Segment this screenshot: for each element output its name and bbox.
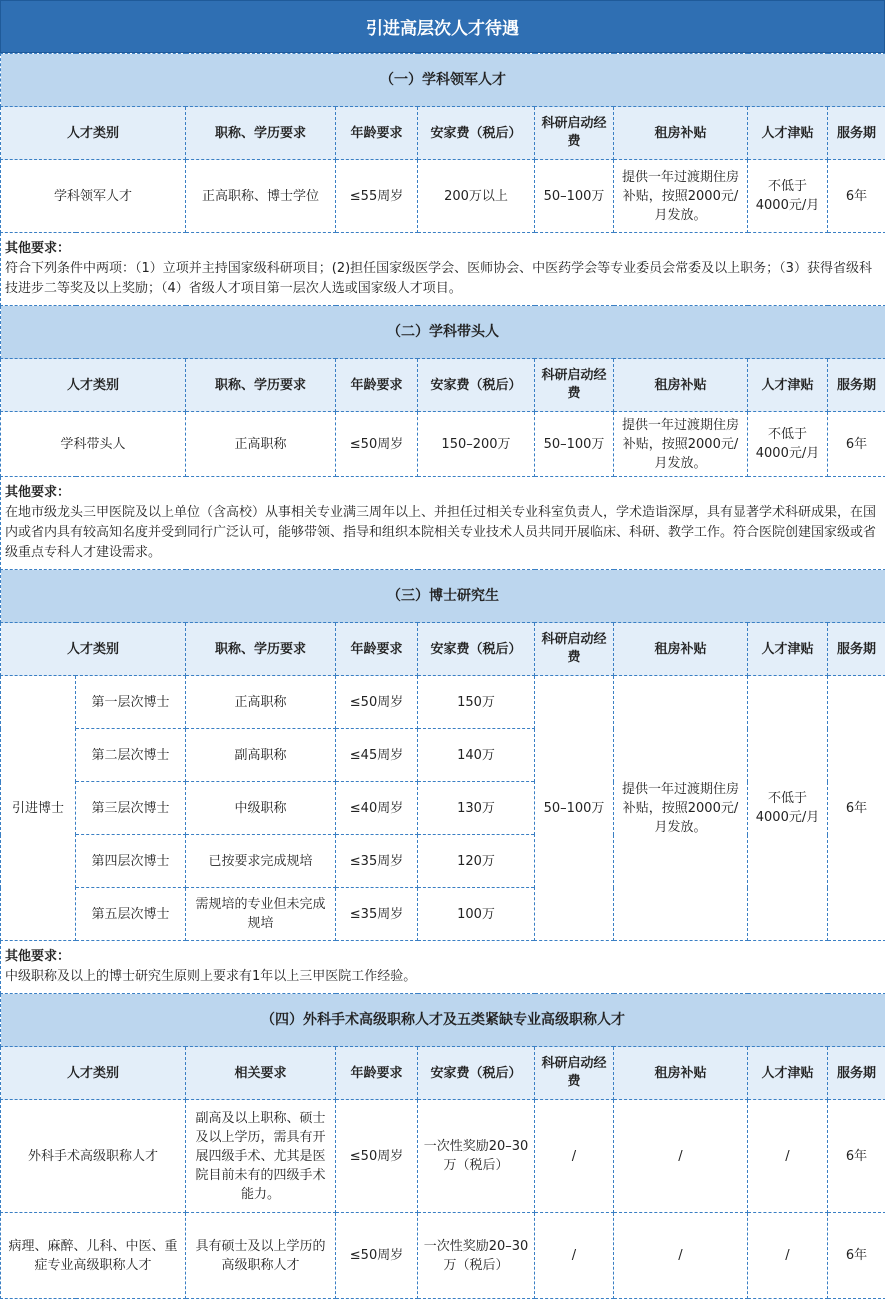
- section-title-2: （二）学科带头人: [1, 306, 885, 359]
- cell-age: ≤50周岁: [336, 676, 418, 729]
- cell-research: /: [535, 1100, 614, 1213]
- cell-requirement: 正高职称、博士学位: [186, 160, 336, 233]
- col-header-service: 服务期: [828, 1047, 885, 1100]
- cell-requirement: 已按要求完成规培: [186, 835, 336, 888]
- cell-allowance: 不低于4000元/月: [748, 160, 828, 233]
- cell-category: 病理、麻醉、儿科、中医、重症专业高级职称人才: [1, 1213, 186, 1299]
- cell-category: 学科领军人才: [1, 160, 186, 233]
- other-requirements-1: [1, 233, 885, 306]
- header-row: [1, 359, 885, 412]
- col-header-research: 科研启动经费: [535, 359, 614, 412]
- table-row: [1, 412, 885, 477]
- col-header-age: 年龄要求: [336, 623, 418, 676]
- cell-research: /: [535, 1213, 614, 1299]
- col-header-category: 人才类别: [1, 359, 186, 412]
- col-header-research: 科研启动经费: [535, 1047, 614, 1100]
- cell-age: ≤40周岁: [336, 782, 418, 835]
- cell-settlement: 200万以上: [418, 160, 535, 233]
- other-label: 其他要求：: [5, 239, 881, 259]
- cell-housing: 提供一年过渡期住房补贴，按照2000元/月发放。: [614, 676, 748, 941]
- note-text: 中级职称及以上的博士研究生原则上要求有1年以上三甲医院工作经验。: [5, 969, 416, 984]
- section-title-4: （四）外科手术高级职称人才及五类紧缺专业高级职称人才: [1, 994, 885, 1047]
- cell-age: ≤35周岁: [336, 835, 418, 888]
- cell-service: 6年: [828, 160, 885, 233]
- col-header-age: 年龄要求: [336, 107, 418, 160]
- other-label: 其他要求：: [5, 483, 881, 503]
- table-row: [1, 676, 885, 729]
- section-title-3: （三）博士研究生: [1, 570, 885, 623]
- cell-housing: 提供一年过渡期住房补贴，按照2000元/月发放。: [614, 412, 748, 477]
- cell-level: 第一层次博士: [76, 676, 186, 729]
- table-row: [1, 160, 885, 233]
- cell-allowance: /: [748, 1213, 828, 1299]
- cell-housing: /: [614, 1213, 748, 1299]
- col-header-requirement: 职称、学历要求: [186, 107, 336, 160]
- table-row: [1, 1100, 885, 1213]
- cell-group: 引进博士: [1, 676, 76, 941]
- col-header-housing: 租房补贴: [614, 623, 748, 676]
- header-row: [1, 1047, 885, 1100]
- col-header-requirement: 职称、学历要求: [186, 623, 336, 676]
- cell-category: 学科带头人: [1, 412, 186, 477]
- cell-settlement: 140万: [418, 729, 535, 782]
- cell-service: 6年: [828, 412, 885, 477]
- col-header-service: 服务期: [828, 359, 885, 412]
- benefits-table: [0, 53, 885, 1299]
- cell-service: 6年: [828, 1100, 885, 1213]
- col-header-age: 年龄要求: [336, 359, 418, 412]
- cell-allowance: 不低于4000元/月: [748, 676, 828, 941]
- cell-category: 外科手术高级职称人才: [1, 1100, 186, 1213]
- cell-age: ≤50周岁: [336, 1213, 418, 1299]
- col-header-category: 人才类别: [1, 623, 186, 676]
- cell-settlement: 一次性奖励20–30万（税后）: [418, 1213, 535, 1299]
- cell-requirement: 具有硕士及以上学历的高级职称人才: [186, 1213, 336, 1299]
- col-header-settlement: 安家费（税后）: [418, 107, 535, 160]
- col-header-requirement: 职称、学历要求: [186, 359, 336, 412]
- page-title: 引进高层次人才待遇: [0, 0, 885, 53]
- cell-housing: /: [614, 1100, 748, 1213]
- cell-requirement: 副高及以上职称、硕士及以上学历，需具有开展四级手术、尤其是医院目前未有的四级手术能力。: [186, 1100, 336, 1213]
- cell-settlement: 150–200万: [418, 412, 535, 477]
- cell-allowance: /: [748, 1100, 828, 1213]
- col-header-allowance: 人才津贴: [748, 1047, 828, 1100]
- col-header-settlement: 安家费（税后）: [418, 1047, 535, 1100]
- col-header-research: 科研启动经费: [535, 623, 614, 676]
- col-header-requirement: 相关要求: [186, 1047, 336, 1100]
- cell-age: ≤45周岁: [336, 729, 418, 782]
- cell-settlement: 150万: [418, 676, 535, 729]
- cell-age: ≤55周岁: [336, 160, 418, 233]
- col-header-settlement: 安家费（税后）: [418, 359, 535, 412]
- cell-settlement: 100万: [418, 888, 535, 941]
- cell-service: 6年: [828, 1213, 885, 1299]
- col-header-allowance: 人才津贴: [748, 107, 828, 160]
- col-header-age: 年龄要求: [336, 1047, 418, 1100]
- col-header-housing: 租房补贴: [614, 1047, 748, 1100]
- col-header-category: 人才类别: [1, 1047, 186, 1100]
- cell-requirement: 正高职称: [186, 676, 336, 729]
- col-header-housing: 租房补贴: [614, 359, 748, 412]
- cell-allowance: 不低于4000元/月: [748, 412, 828, 477]
- cell-level: 第四层次博士: [76, 835, 186, 888]
- other-requirements-2: [1, 477, 885, 570]
- cell-age: ≤50周岁: [336, 412, 418, 477]
- cell-housing: 提供一年过渡期住房补贴，按照2000元/月发放。: [614, 160, 748, 233]
- cell-requirement: 副高职称: [186, 729, 336, 782]
- section-title-1: （一）学科领军人才: [1, 54, 885, 107]
- cell-requirement: 需规培的专业但未完成规培: [186, 888, 336, 941]
- cell-requirement: 正高职称: [186, 412, 336, 477]
- cell-level: 第五层次博士: [76, 888, 186, 941]
- other-requirements-3: [1, 941, 885, 994]
- col-header-service: 服务期: [828, 107, 885, 160]
- col-header-allowance: 人才津贴: [748, 359, 828, 412]
- note-text: 符合下列条件中两项：（1）立项并主持国家级科研项目；(2)担任国家级医学会、医师协会、中医药学会等专业委员会常委及以上职务；（3）获得省级科技进步二等奖及以上奖励；（4）省级人才项目第一层次人选或国家级人才项目。: [5, 261, 872, 296]
- cell-settlement: 130万: [418, 782, 535, 835]
- header-row: [1, 107, 885, 160]
- other-label: 其他要求：: [5, 947, 881, 967]
- cell-research: 50–100万: [535, 160, 614, 233]
- col-header-service: 服务期: [828, 623, 885, 676]
- cell-age: ≤35周岁: [336, 888, 418, 941]
- cell-level: 第二层次博士: [76, 729, 186, 782]
- col-header-research: 科研启动经费: [535, 107, 614, 160]
- cell-service: 6年: [828, 676, 885, 941]
- cell-settlement: 一次性奖励20–30万（税后）: [418, 1100, 535, 1213]
- cell-level: 第三层次博士: [76, 782, 186, 835]
- header-row: [1, 623, 885, 676]
- col-header-settlement: 安家费（税后）: [418, 623, 535, 676]
- note-text: 在地市级龙头三甲医院及以上单位（含高校）从事相关专业满三周年以上、并担任过相关专业科室负责人，学术造诣深厚，具有显著学术科研成果，在国内或省内具有较高知名度并受到同行广泛认可，能够带领、指导和组织本院相关专业技术人员共同开展临床、科研、教学工作。符合医院创建国家级或省级重点专科人才建设需求。: [5, 505, 876, 560]
- col-header-housing: 租房补贴: [614, 107, 748, 160]
- cell-requirement: 中级职称: [186, 782, 336, 835]
- col-header-allowance: 人才津贴: [748, 623, 828, 676]
- cell-age: ≤50周岁: [336, 1100, 418, 1213]
- cell-settlement: 120万: [418, 835, 535, 888]
- cell-research: 50–100万: [535, 412, 614, 477]
- col-header-category: 人才类别: [1, 107, 186, 160]
- cell-research: 50–100万: [535, 676, 614, 941]
- table-row: [1, 1213, 885, 1299]
